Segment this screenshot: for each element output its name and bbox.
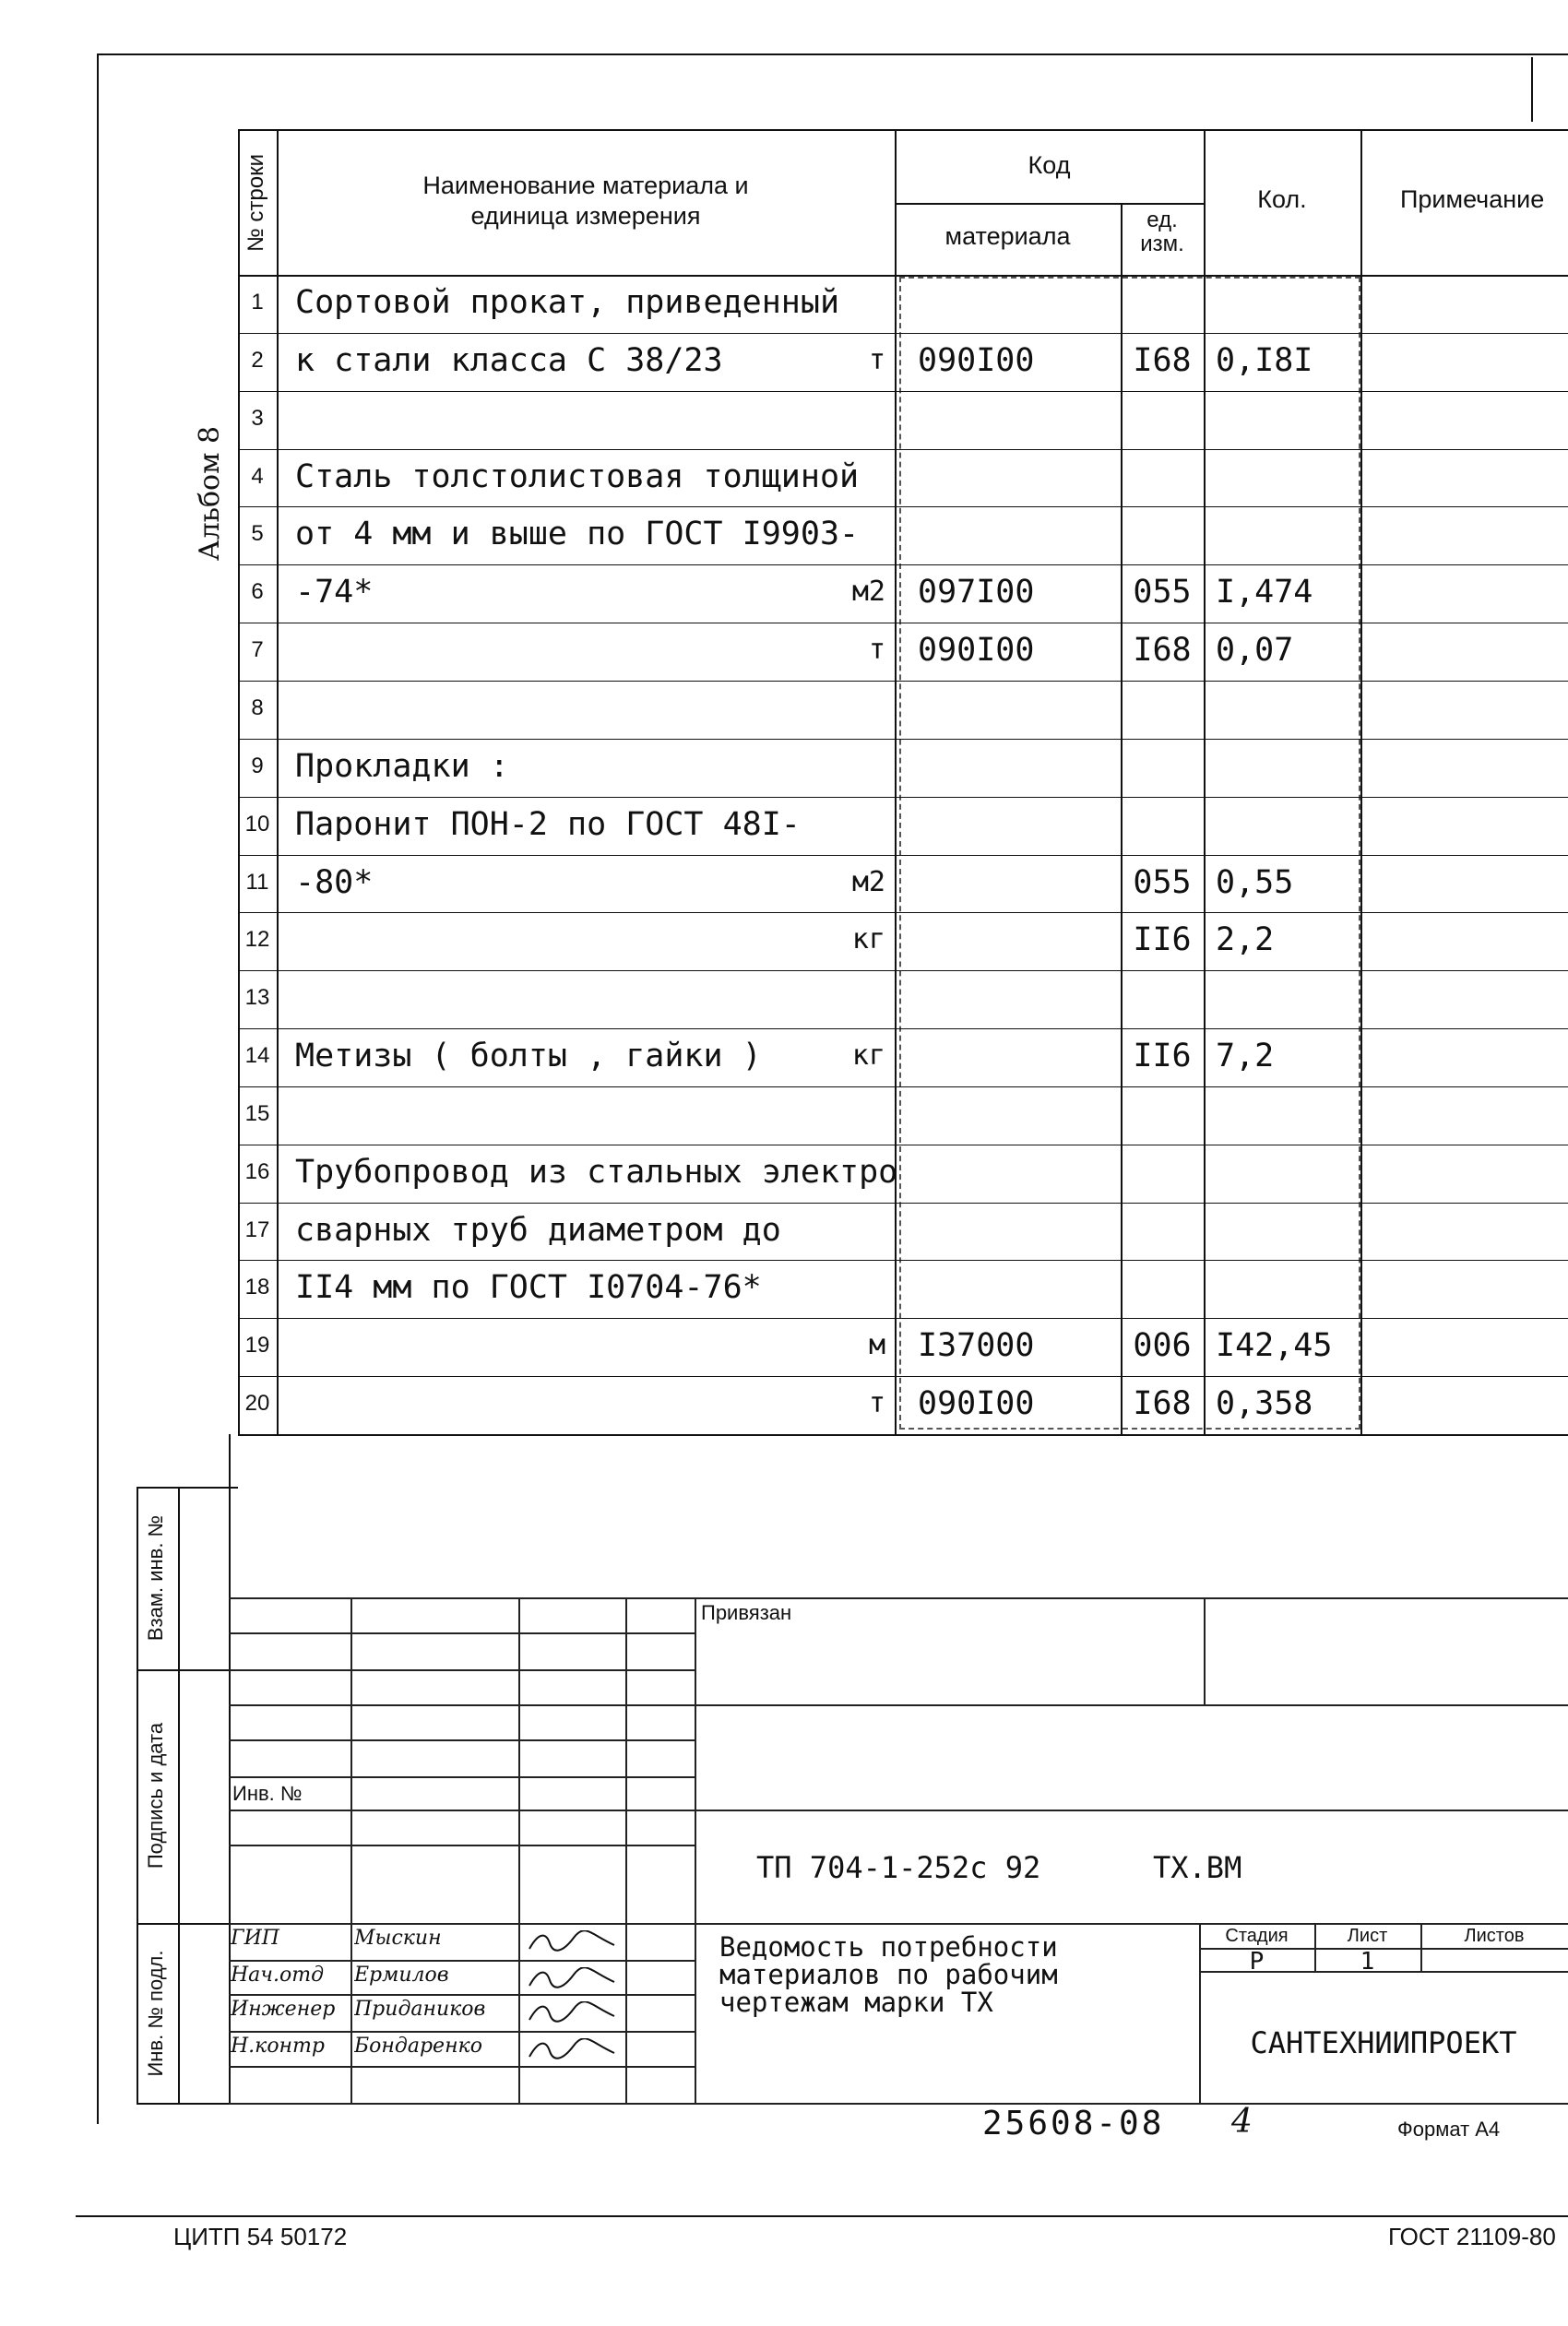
stamp-doc-mark: ТХ.ВМ bbox=[1153, 1850, 1242, 1885]
material-code: 090I00 bbox=[918, 341, 1035, 379]
col-line-rownum-right bbox=[277, 129, 279, 1434]
album-margin-note: Альбом 8 bbox=[194, 425, 226, 562]
quantity: I42,45 bbox=[1216, 1327, 1333, 1365]
row-number: 12 bbox=[244, 927, 270, 953]
material-name: II4 мм по ГОСТ I0704-76* bbox=[295, 1269, 762, 1307]
unit-code: I68 bbox=[1133, 1385, 1192, 1423]
header-name-line2: единица измерения bbox=[470, 202, 701, 230]
row-number: 17 bbox=[244, 1216, 270, 1242]
col-line-qty-right bbox=[1360, 129, 1362, 1434]
row-separator-line bbox=[238, 1203, 1568, 1204]
row-separator-line bbox=[238, 681, 1568, 682]
row-separator-line bbox=[238, 1086, 1568, 1087]
row-separator-line bbox=[238, 1376, 1568, 1377]
row-number: 20 bbox=[244, 1391, 270, 1417]
row-separator-line bbox=[238, 333, 1568, 334]
unit-of-measure: т bbox=[868, 343, 885, 376]
unit-code: II6 bbox=[1133, 921, 1192, 959]
header-name-line1: Наименование материала и bbox=[422, 172, 749, 199]
side-strip-mid-line bbox=[178, 1487, 180, 2103]
material-name: Метизы ( болты , гайки ) bbox=[295, 1038, 762, 1075]
stamp-line-1 bbox=[229, 1597, 1568, 1599]
unit-of-measure: м2 bbox=[851, 865, 885, 898]
stamp-line-9 bbox=[229, 1923, 1568, 1925]
header-code: Код bbox=[1028, 151, 1071, 179]
stamp-line-14 bbox=[229, 2103, 1568, 2105]
row-number: 3 bbox=[251, 405, 264, 431]
row-number: 16 bbox=[244, 1158, 270, 1184]
signature-mark bbox=[526, 1967, 618, 1991]
header-row-number: № строки bbox=[244, 154, 268, 253]
row-separator-line bbox=[238, 1318, 1568, 1319]
frame-top-line bbox=[97, 53, 1568, 55]
unit-code: 055 bbox=[1133, 574, 1192, 611]
row-number: 13 bbox=[244, 985, 270, 1011]
unit-of-measure: т bbox=[868, 634, 885, 667]
stamp-stage-value: Р bbox=[1249, 1948, 1265, 1976]
unit-of-measure: кг bbox=[851, 1039, 885, 1073]
row-number: 2 bbox=[251, 347, 264, 373]
signer-name: Мыскин bbox=[354, 1927, 442, 1950]
signer-name: Бондаренко bbox=[354, 2035, 482, 2058]
signer-name: Придаников bbox=[354, 1998, 486, 2021]
row-separator-line bbox=[238, 797, 1568, 798]
frame-corner-mark bbox=[1531, 57, 1533, 122]
header-note: Примечание bbox=[1400, 185, 1545, 213]
side-label-inv: Инв. № подл. bbox=[144, 1950, 167, 2077]
row-separator-line bbox=[238, 739, 1568, 740]
row-number: 10 bbox=[244, 811, 270, 837]
material-name: Сталь толстолистовая толщиной bbox=[295, 457, 860, 495]
signer-role: Н.контр bbox=[231, 2035, 325, 2058]
table-top-line bbox=[238, 129, 1568, 131]
quantity: 0,I8I bbox=[1216, 341, 1313, 379]
row-separator-line bbox=[238, 506, 1568, 507]
signer-role: Нач.отд bbox=[231, 1964, 325, 1987]
unit-of-measure: кг bbox=[851, 923, 885, 956]
unit-code: II6 bbox=[1133, 1038, 1192, 1075]
stamp-col-3 bbox=[625, 1597, 627, 2103]
stamp-col-privyazan-right bbox=[1204, 1597, 1206, 1704]
stamp-privyazan-label: Привязан bbox=[701, 1601, 792, 1624]
side-label-podpis: Подпись и дата bbox=[144, 1722, 167, 1869]
left-footer-code: ЦИТП 54 50172 bbox=[173, 2223, 348, 2250]
signer-name: Ермилов bbox=[354, 1964, 449, 1987]
unit-of-measure: м2 bbox=[851, 576, 885, 609]
row-number: 5 bbox=[251, 521, 264, 547]
row-number: 9 bbox=[251, 753, 264, 778]
row-separator-line bbox=[238, 855, 1568, 856]
row-number: 11 bbox=[245, 869, 269, 895]
stamp-sheet-label: Лист bbox=[1347, 1926, 1388, 1946]
stamp-col-2 bbox=[518, 1597, 520, 2103]
side-label-vzam: Взам. инв. № bbox=[144, 1514, 167, 1642]
col-line-name-right bbox=[895, 129, 897, 1434]
header-qty: Кол. bbox=[1257, 185, 1307, 213]
unit-code: I68 bbox=[1133, 341, 1192, 379]
signature-mark bbox=[526, 1930, 618, 1954]
row-separator-line bbox=[238, 970, 1568, 971]
unit-code: 055 bbox=[1133, 863, 1192, 901]
row-separator-line bbox=[238, 1434, 1568, 1436]
row-separator-line bbox=[238, 1260, 1568, 1261]
row-number: 15 bbox=[244, 1100, 270, 1126]
signature-mark bbox=[526, 2038, 618, 2062]
page-number: 4 bbox=[1231, 2103, 1253, 2141]
signer-role: ГИП bbox=[231, 1927, 279, 1950]
quantity: 7,2 bbox=[1216, 1038, 1275, 1075]
stamp-col-4 bbox=[695, 1597, 696, 2103]
right-footer-code: ГОСТ 21109-80 bbox=[1388, 2223, 1556, 2250]
row-number: 7 bbox=[251, 637, 264, 663]
quantity: 0,07 bbox=[1216, 632, 1294, 670]
material-name: к стали класса С 38/23 bbox=[295, 341, 723, 379]
row-separator-line bbox=[238, 912, 1568, 913]
stamp-sheets-label: Листов bbox=[1464, 1926, 1525, 1946]
row-number: 4 bbox=[251, 463, 264, 489]
material-code: I37000 bbox=[918, 1327, 1035, 1365]
row-number: 18 bbox=[244, 1275, 270, 1300]
header-unit-line1: ед. bbox=[1146, 208, 1178, 232]
material-name: Паронит ПОН-2 по ГОСТ 48I- bbox=[295, 805, 801, 843]
row-number: 6 bbox=[251, 579, 264, 605]
material-name: сварных труб диаметром до bbox=[295, 1211, 781, 1249]
stamp-title-line3: чертежам марки ТХ bbox=[719, 1987, 993, 2018]
material-name: от 4 мм и выше по ГОСТ I9903- bbox=[295, 516, 860, 553]
material-name: Трубопровод из стальных электро bbox=[295, 1153, 898, 1191]
stamp-col-1 bbox=[350, 1597, 352, 2103]
material-code: 090I00 bbox=[918, 1385, 1035, 1423]
unit-of-measure: м bbox=[868, 1329, 885, 1362]
code-subheader-line bbox=[895, 203, 1204, 205]
stamp-title-line2: материалов по рабочим bbox=[719, 1959, 1058, 1990]
unit-code: I68 bbox=[1133, 632, 1192, 670]
row-number: 8 bbox=[251, 694, 264, 720]
row-separator-line bbox=[238, 449, 1568, 450]
unit-of-measure: т bbox=[868, 1387, 885, 1420]
material-name: Сортовой прокат, приведенный bbox=[295, 284, 840, 321]
quantity: 0,358 bbox=[1216, 1385, 1313, 1423]
stamp-stage-label: Стадия bbox=[1225, 1926, 1289, 1946]
signer-role: Инженер bbox=[231, 1998, 336, 2021]
row-separator-line bbox=[238, 1028, 1568, 1029]
header-unit-line2: изм. bbox=[1140, 231, 1184, 256]
stamp-sheet-value: 1 bbox=[1360, 1948, 1375, 1976]
material-name: -80* bbox=[295, 863, 374, 901]
material-code: 090I00 bbox=[918, 632, 1035, 670]
row-number: 1 bbox=[251, 290, 264, 314]
frame-left-line bbox=[97, 53, 99, 2124]
stamp-title-line1: Ведомость потребности bbox=[719, 1931, 1058, 1963]
unit-code: 006 bbox=[1133, 1327, 1192, 1365]
signature-mark bbox=[526, 2001, 618, 2025]
stamp-line-7 bbox=[229, 1810, 1568, 1811]
row-separator-line bbox=[238, 564, 1568, 565]
row-number: 14 bbox=[244, 1043, 270, 1069]
material-name: Прокладки : bbox=[295, 747, 509, 785]
header-material: материала bbox=[944, 222, 1071, 250]
stamp-doc-code: ТП 704-1-252с 92 bbox=[756, 1850, 1041, 1885]
quantity: 2,2 bbox=[1216, 921, 1275, 959]
quantity: I,474 bbox=[1216, 574, 1313, 611]
material-code: 097I00 bbox=[918, 574, 1035, 611]
format-label: Формат А4 bbox=[1397, 2118, 1501, 2141]
stamp-organization: САНТЕХНИИПРОЕКТ bbox=[1250, 2025, 1517, 2060]
frame-bottom-line bbox=[76, 2215, 1568, 2217]
drawing-number: 25608-08 bbox=[982, 2105, 1165, 2142]
side-strip-left-line bbox=[137, 1487, 138, 2103]
material-name: -74* bbox=[295, 574, 374, 611]
stamp-line-4 bbox=[229, 1704, 1568, 1706]
row-separator-line bbox=[238, 391, 1568, 392]
stamp-inv-no-label: Инв. № bbox=[232, 1782, 303, 1805]
quantity: 0,55 bbox=[1216, 863, 1294, 901]
row-number: 19 bbox=[244, 1333, 270, 1359]
